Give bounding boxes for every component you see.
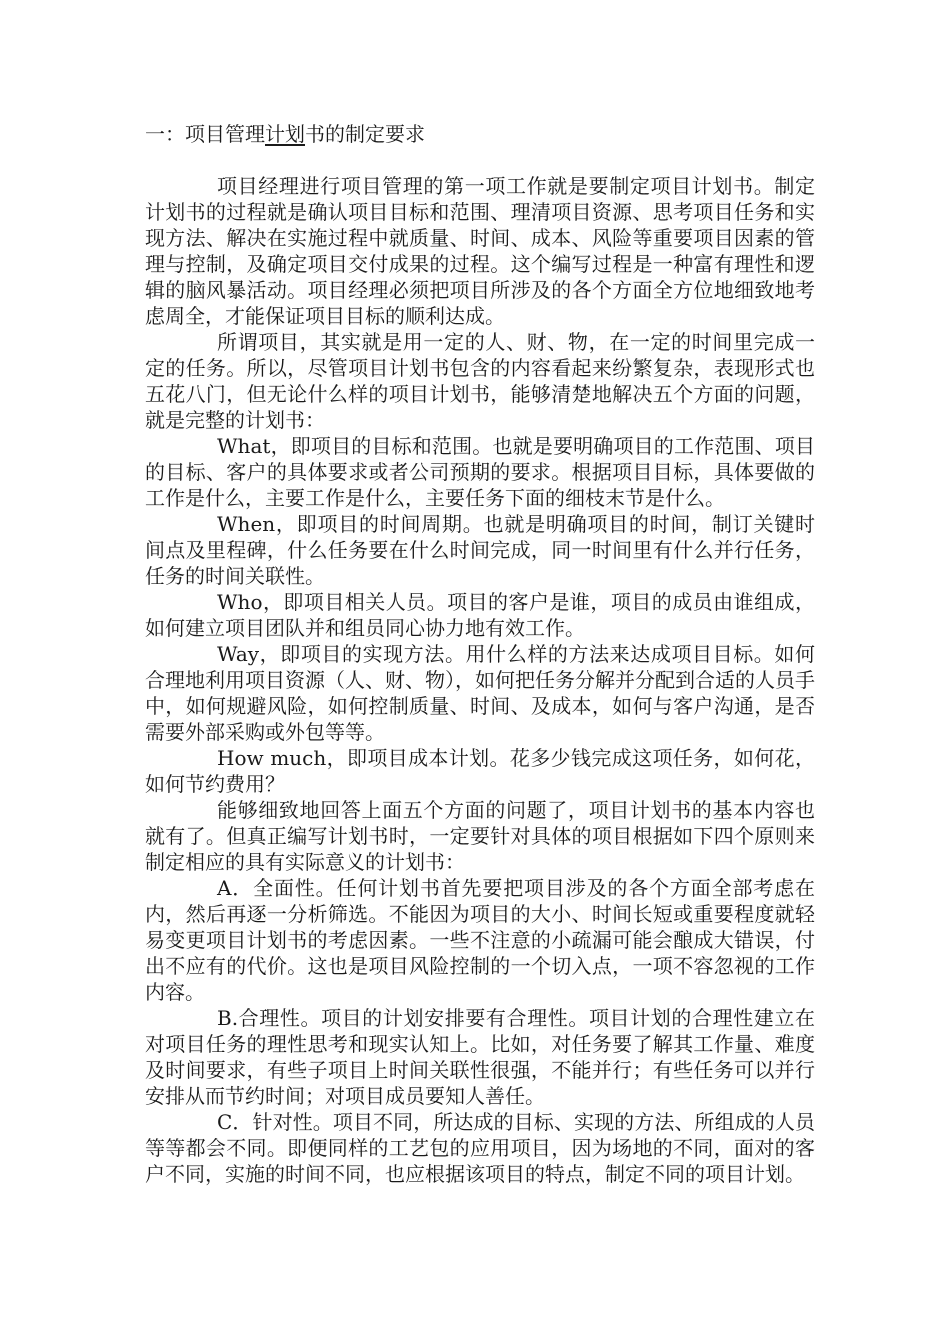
paragraph-principles-intro: 能够细致地回答上面五个方面的问题了，项目计划书的基本内容也就有了。但真正编写计划书时，一定要针对具体的项目根据如下四个原则来制定相应的具有实际意义的计划书： bbox=[145, 798, 815, 874]
paragraph-what: What，即项目的目标和范围。也就是要明确项目的工作范围、项目的目标、客户的具体要求或者公司预期的要求。根据项目目标，具体要做的工作是什么，主要工作是什么，主要任务下面的细枝末节是什么。 bbox=[145, 434, 815, 510]
paragraph-project-definition: 所谓项目，其实就是用一定的人、财、物，在一定的时间里完成一定的任务。所以，尽管项目计划书包含的内容看起来纷繁复杂，表现形式也五花八门，但无论什么样的项目计划书，能够清楚地解决五个方面的问题，就是完整的计划书： bbox=[145, 330, 815, 432]
paragraph-who: Who，即项目相关人员。项目的客户是谁，项目的成员由谁组成，如何建立项目团队并和组员同心协力地有效工作。 bbox=[145, 590, 815, 640]
paragraph-when: When，即项目的时间周期。也就是明确项目的时间，制订关键时间点及里程碑，什么任务要在什么时间完成，同一时间里有什么并行任务，任务的时间关联性。 bbox=[145, 512, 815, 588]
section-heading bbox=[145, 121, 815, 147]
paragraph-intro: 项目经理进行项目管理的第一项工作就是要制定项目计划书。制定计划书的过程就是确认项目目标和范围、理清项目资源、思考项目任务和实现方法、解决在实施过程中就质量、时间、成本、风险等重要项目因素的管理与控制，及确定项目交付成果的过程。这个编写过程是一种富有理性和逻辑的脑风暴活动。项目经理必须把项目所涉及的各个方面全方位地细致地考虑周全，才能保证项目目标的顺利达成。 bbox=[145, 174, 815, 328]
heading-prefix: 一：项目管理 bbox=[145, 122, 265, 146]
paragraph-principle-a: A．全面性。任何计划书首先要把项目涉及的各个方面全部考虑在内，然后再逐一分析筛选。不能因为项目的大小、时间长短或重要程度就轻易变更项目计划书的考虑因素。一些不注意的小疏漏可能会酿成大错误，付出不应有的代价。这也是项目风险控制的一个切入点，一项不容忽视的工作内容。 bbox=[145, 876, 815, 1004]
paragraph-principle-b: B.合理性。项目的计划安排要有合理性。项目计划的合理性建立在对项目任务的理性思考和现实认知上。比如，对任务要了解其工作量、难度及时间要求，有些子项目上时间关联性很强，不能并行；有些任务可以并行安排从而节约时间；对项目成员要知人善任。 bbox=[145, 1006, 815, 1108]
heading-underlined-term: 计划 bbox=[265, 122, 305, 146]
paragraph-principle-c: C．针对性。项目不同，所达成的目标、实现的方法、所组成的人员等等都会不同。即便同样的工艺包的应用项目，因为场地的不同，面对的客户不同，实施的时间不同，也应根据该项目的特点，制定不同的项目计划。 bbox=[145, 1110, 815, 1186]
paragraph-way: Way，即项目的实现方法。用什么样的方法来达成项目目标。如何合理地利用项目资源（人、财、物），如何把任务分解并分配到合适的人员手中，如何规避风险，如何控制质量、时间、及成本，如何与客户沟通，是否需要外部采购或外包等等。 bbox=[145, 642, 815, 744]
document-body bbox=[145, 121, 815, 1187]
paragraph-how-much: How much，即项目成本计划。花多少钱完成这项任务，如何花，如何节约费用？ bbox=[145, 746, 815, 796]
heading-suffix: 书的制定要求 bbox=[305, 122, 425, 146]
